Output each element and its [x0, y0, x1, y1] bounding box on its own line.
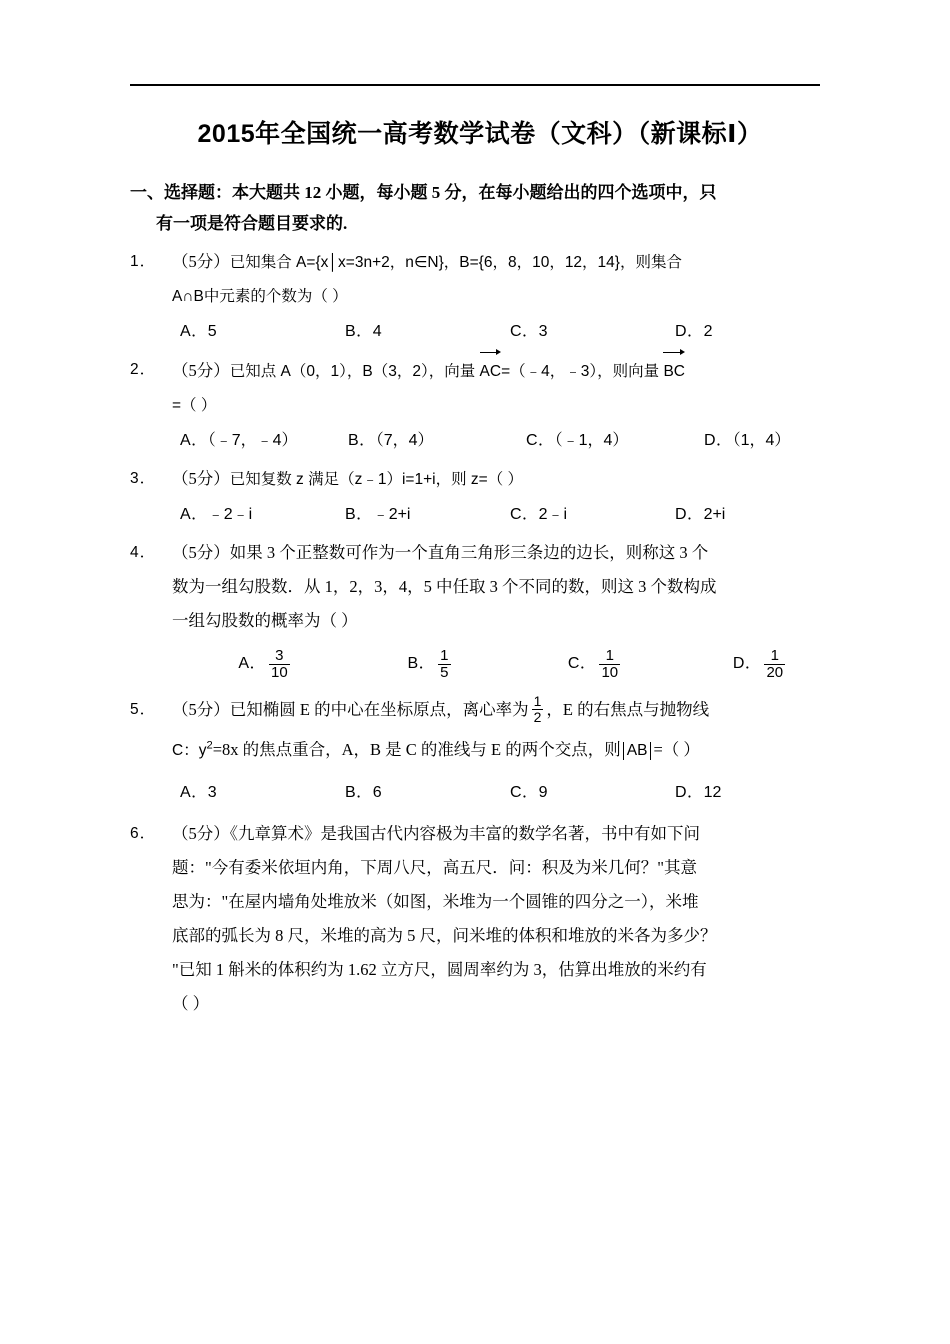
section-heading	[130, 177, 830, 239]
question-6-line-4: 底部的弧长为 8 尺，米堆的高为 5 尺，问米堆的体积和堆放的米各为多少？	[172, 925, 717, 945]
question-1-choice-a[interactable]	[180, 315, 345, 349]
question-3-choices	[172, 497, 830, 532]
choice-label: B．	[407, 655, 436, 673]
fraction-numerator: 1	[533, 693, 542, 710]
choice-text: （1，4）	[732, 431, 791, 449]
question-3-text-1: 已知复数 z 满足（z﹣1）i=1+i，则 z=（ ）	[229, 470, 524, 488]
question-4-choice-b[interactable]	[348, 640, 513, 688]
question-1-points: （5分）	[172, 251, 230, 271]
fraction-numerator: 1	[440, 646, 449, 664]
question-2-line-2: =（ ）	[172, 396, 217, 414]
question-6-body	[172, 817, 830, 1021]
question-1	[130, 245, 830, 349]
question-4-points: （5分）	[172, 543, 230, 563]
question-2-body	[172, 353, 830, 423]
question-4-choice-d[interactable]	[678, 640, 843, 688]
question-4-choices	[175, 640, 843, 688]
section-heading-line-1: 一、选择题：本大题共 12 小题，每小题 5 分，在每小题给出的四个选项中，只	[130, 182, 717, 202]
question-4-line-3: 一组勾股数的概率为（ ）	[172, 611, 358, 631]
question-2-choice-d[interactable]	[704, 424, 790, 458]
question-5-number: 5．	[130, 701, 157, 719]
question-6-line-6: （ ）	[172, 993, 210, 1013]
question-6-number: 6．	[130, 824, 157, 842]
question-1-line-1	[172, 245, 830, 280]
question-1-line-2: A∩B中元素的个数为（ ）	[172, 287, 348, 305]
question-4-body	[172, 536, 830, 638]
question-6-points: （5分）	[172, 823, 230, 843]
question-3-points: （5分）	[172, 468, 230, 488]
question-4-choice-c[interactable]	[513, 640, 678, 688]
question-5-choice-c[interactable]	[510, 773, 675, 813]
choice-label: A．	[238, 655, 266, 673]
question-5-line-2	[172, 730, 830, 771]
fraction-1-over-5	[438, 648, 450, 681]
choice-text: 4	[372, 322, 382, 340]
choice-label: C．	[526, 431, 555, 449]
fraction-1-over-20	[764, 648, 785, 681]
vector-bc-overarrow: BC	[663, 353, 685, 389]
question-2-line-1: （5分）已知点 A（0，1），B（3，2），向量 AC=（﹣4，﹣3），则向量 BC	[172, 353, 830, 389]
question-4-choice-a[interactable]	[183, 640, 348, 688]
question-6-text-1: 《九章算术》是我国古代内容极为丰富的数学名著，书中有如下问	[229, 823, 700, 843]
question-3	[130, 462, 830, 532]
fraction-numerator: 1	[605, 646, 614, 664]
question-2-choices	[172, 423, 830, 458]
fraction-denominator: 10	[271, 663, 288, 681]
fraction-denominator: 5	[440, 663, 449, 681]
choice-text: 5	[207, 322, 217, 340]
choice-text: 9	[538, 783, 548, 801]
question-4-text-1: 如果 3 个正整数可作为一个直角三角形三条边的边长，则称这 3 个	[229, 543, 709, 563]
question-5-choice-a[interactable]	[180, 773, 345, 813]
question-2	[130, 353, 830, 458]
question-3-choice-a[interactable]	[180, 498, 345, 532]
question-5-body	[172, 690, 830, 771]
question-5-text-2b: =8x 的焦点重合，A，B 是 C 的准线与 E 的两个交点，则	[212, 740, 621, 760]
question-2-choice-a[interactable]	[180, 424, 330, 458]
fraction-denominator: 20	[766, 663, 784, 681]
question-4-number: 4．	[130, 544, 157, 562]
question-6-line-5: "已知 1 斛米的体积约为 1.62 立方尺，圆周率约为 3，估算出堆放的米约有	[172, 959, 707, 979]
question-5	[130, 690, 830, 812]
question-3-line-1	[172, 462, 830, 497]
choice-label: D．	[704, 431, 733, 449]
choice-label: B．	[348, 431, 376, 449]
choice-label: A．	[180, 431, 208, 449]
question-2-choice-c[interactable]	[526, 424, 686, 458]
question-3-choice-d[interactable]	[675, 498, 840, 532]
choice-label: C．	[510, 506, 539, 524]
question-1-choice-b[interactable]	[345, 315, 510, 349]
question-6	[130, 817, 830, 1021]
question-2-number: 2．	[130, 360, 157, 378]
question-6-line-1	[172, 817, 830, 851]
question-6-line-2: 题："今有委米依垣内角，下周八尺，高五尺．问：积及为米几何？"其意	[172, 857, 697, 877]
choice-label: C．	[567, 655, 597, 673]
choice-label: B．	[345, 506, 373, 524]
choice-label: D．	[732, 655, 762, 673]
document-content	[130, 118, 830, 1025]
choice-text: （7，4）	[375, 431, 434, 449]
vector-ac-overarrow: AC	[480, 353, 502, 389]
choice-label: D．	[675, 783, 704, 801]
question-1-choice-d[interactable]	[675, 315, 840, 349]
section-heading-line-2: 有一项是符合题目要求的.	[156, 213, 348, 233]
choice-label: B．	[345, 783, 373, 801]
question-5-line-1	[172, 690, 830, 730]
fraction-numerator: 1	[770, 646, 779, 664]
choice-label: A．	[180, 322, 208, 340]
question-5-text-1a: 已知椭圆 E 的中心在坐标原点，离心率为	[229, 700, 529, 720]
fraction-1-over-10	[599, 648, 620, 681]
fraction-1-over-2	[532, 694, 544, 725]
choice-label: A．	[180, 783, 208, 801]
choice-label: D．	[675, 322, 704, 340]
page-title: 2015年全国统一高考数学试卷（文科）（新课标Ⅰ）	[197, 120, 763, 148]
fraction-denominator: 10	[601, 663, 619, 681]
question-5-points: （5分）	[172, 700, 230, 720]
choice-label: A．	[180, 506, 208, 524]
choice-text: （﹣7，﹣4）	[207, 431, 298, 449]
choice-label: B．	[345, 322, 373, 340]
choice-text: ﹣2+i	[372, 506, 411, 524]
question-5-text-1b: ，E 的右焦点与抛物线	[546, 700, 710, 720]
choice-text: 2﹣i	[538, 506, 568, 524]
absolute-value-ab: AB	[623, 742, 652, 760]
exponent-2: 2	[206, 739, 213, 752]
question-1-choice-c[interactable]	[510, 315, 675, 349]
question-6-line-3: 思为："在屋内墙角处堆放米（如图，米堆为一个圆锥的四分之一），米堆	[172, 891, 699, 911]
choice-label: C．	[510, 783, 539, 801]
header-divider-rule	[130, 84, 820, 86]
question-1-choices	[172, 314, 830, 349]
choice-text: 12	[703, 783, 722, 801]
choice-text: ﹣2﹣i	[207, 506, 253, 524]
question-1-body	[172, 245, 830, 314]
question-1-number: 1．	[130, 252, 157, 270]
choice-text: 2+i	[703, 506, 726, 524]
question-2-choice-b[interactable]	[348, 424, 508, 458]
question-2-points: （5分）	[172, 360, 230, 380]
question-5-choice-d[interactable]	[675, 773, 840, 813]
choice-text: 2	[703, 322, 713, 340]
question-5-choices	[172, 771, 830, 812]
choice-label: D．	[675, 506, 704, 524]
question-4-line-2: 数为一组勾股数．从 1，2，3，4，5 中任取 3 个不同的数，则这 3 个数构成	[172, 577, 717, 597]
question-3-choice-b[interactable]	[345, 498, 510, 532]
choice-text: 6	[372, 783, 382, 801]
question-3-number: 3．	[130, 469, 157, 487]
fraction-denominator: 2	[533, 709, 542, 726]
choice-text: 3	[538, 322, 548, 340]
choice-label: C．	[510, 322, 539, 340]
question-3-body	[172, 462, 830, 497]
choice-text: 3	[207, 783, 217, 801]
question-5-text-2c: =（ ）	[653, 740, 700, 760]
question-5-text-2a: C：y	[172, 742, 207, 760]
question-4	[130, 536, 830, 688]
question-4-line-1	[172, 536, 830, 570]
question-3-choice-c[interactable]	[510, 498, 675, 532]
question-1-text-1: 已知集合 A={x│x=3n+2，n∈N}，B={6，8，10，12，14}，则集合	[229, 253, 682, 271]
question-5-choice-b[interactable]	[345, 773, 510, 813]
fraction-numerator: 3	[275, 646, 284, 664]
fraction-3-over-10	[269, 648, 290, 681]
choice-text: （﹣1，4）	[554, 431, 629, 449]
